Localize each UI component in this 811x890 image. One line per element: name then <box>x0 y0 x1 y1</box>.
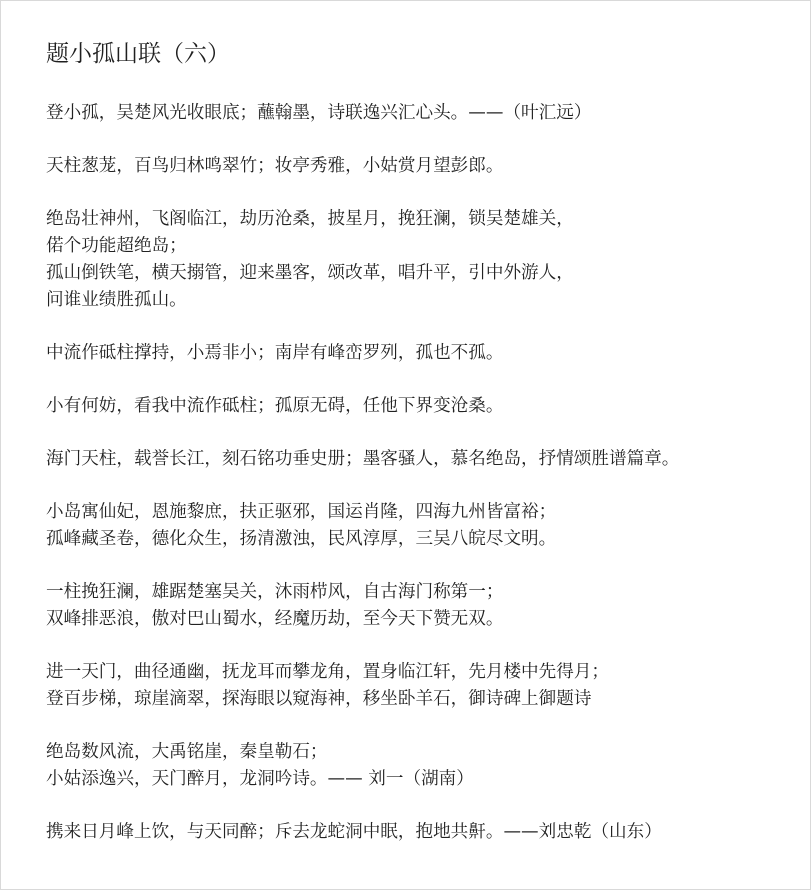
couplet-line: 海门天柱，载誉长江，刻石铭功垂史册；墨客骚人，慕名绝岛，抒情颂胜谱篇章。 <box>46 449 680 469</box>
couplet-line: 小有何妨，看我中流作砥柱；孤原无碍，任他下界变沧桑。 <box>46 396 504 416</box>
couplet-4 <box>46 340 806 367</box>
couplet-line: 孤峰藏圣卷，德化众生，扬清激浊，民风淳厚，三吴八皖尽文明。 <box>46 529 557 549</box>
couplet-line: 绝岛数风流，大禹铭崖，秦皇勒石； <box>46 742 328 762</box>
couplet-7 <box>46 499 806 553</box>
couplet-line: 绝岛壮神州，飞阁临江，劫历沧桑，披星月，挽狂澜，锁吴楚雄关， <box>46 209 574 229</box>
couplet-line: 中流作砥柱撑持，小焉非小；南岸有峰峦罗列，孤也不孤。 <box>46 343 504 363</box>
couplet-line: 小岛寓仙妃，恩施黎庶，扶正驱邪，国运肖隆，四海九州皆富裕； <box>46 502 557 522</box>
couplet-line: 登百步梯，琼崖滴翠，探海眼以窥海神，移坐卧羊石，御诗碑上御题诗 <box>46 689 592 709</box>
couplet-line: 孤山倒铁笔，横天搦管，迎来墨客，颂改革，唱升平，引中外游人， <box>46 263 574 283</box>
couplet-line: 双峰排恶浪，傲对巴山蜀水，经魔历劫，至今天下赞无双。 <box>46 609 504 629</box>
couplet-11 <box>46 819 806 846</box>
couplet-line: 偌个功能超绝岛； <box>46 236 187 256</box>
couplet-line: 一柱挽狂澜，雄踞楚塞吴关，沐雨栉风，自古海门称第一； <box>46 582 504 602</box>
couplet-3 <box>46 206 806 314</box>
couplet-line: 进一天门，曲径通幽，抚龙耳而攀龙角，置身临江轩，先月楼中先得月； <box>46 662 610 682</box>
document-body <box>46 38 806 872</box>
couplet-6 <box>46 446 806 473</box>
couplet-line: 小姑添逸兴，天门醉月，龙洞吟诗。—— 刘一（湖南） <box>46 769 474 789</box>
couplet-2 <box>46 153 806 180</box>
couplet-line: 问谁业绩胜孤山。 <box>46 290 187 310</box>
couplet-1 <box>46 100 806 127</box>
page-title: 题小孤山联（六） <box>46 41 230 67</box>
couplet-8 <box>46 579 806 633</box>
couplet-line: 登小孤，吴楚风光收眼底；蘸翰墨，诗联逸兴汇心头。——（叶汇远） <box>46 103 592 123</box>
couplet-9 <box>46 659 806 713</box>
couplet-5 <box>46 393 806 420</box>
couplet-line: 携来日月峰上饮，与天同醉；斥去龙蛇洞中眠，抱地共鼾。——刘忠乾（山东） <box>46 822 662 842</box>
couplet-line: 天柱葱茏，百鸟归林鸣翠竹；妆亭秀雅，小姑赏月望彭郎。 <box>46 156 504 176</box>
couplet-10 <box>46 739 806 793</box>
